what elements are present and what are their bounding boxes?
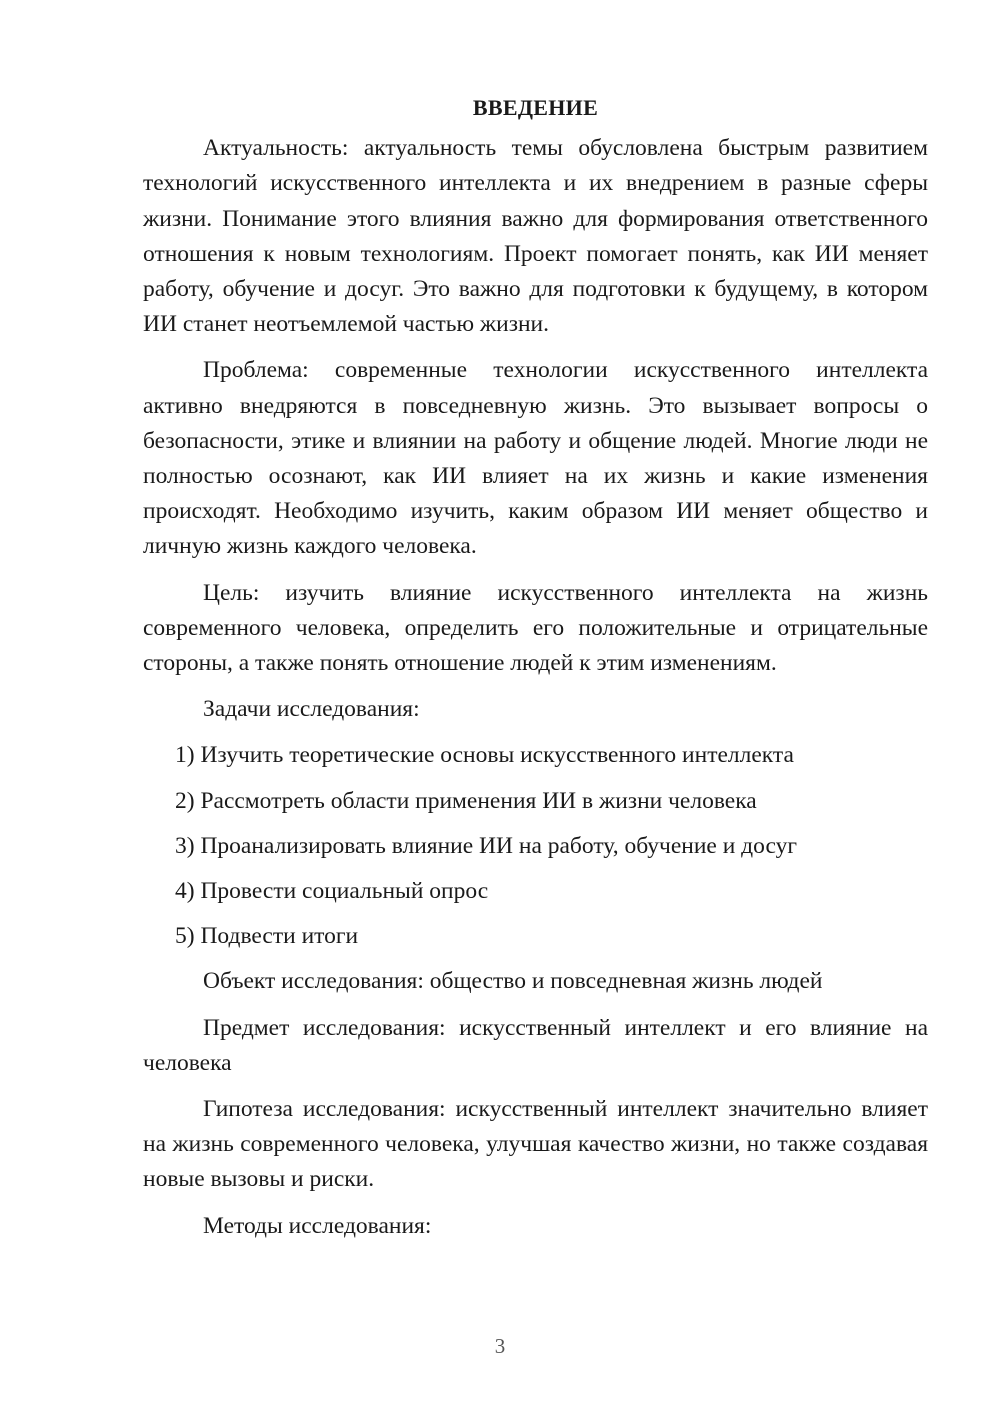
paragraph-goal: Цель: изучить влияние искусственного интеллекта на жизнь современного человека, определить его положительные и отрицательные стороны, а также понять отношение людей к этим изменениям. <box>143 579 928 677</box>
section-title: ВВЕДЕНИЕ <box>472 95 599 120</box>
paragraph-subject: Предмет исследования: искусственный интеллект и его влияние на человека <box>143 1014 928 1076</box>
paragraph-object: Объект исследования: общество и повседневная жизнь людей <box>203 968 823 995</box>
list-item: 4) Провести социальный опрос <box>175 878 489 905</box>
page-content <box>143 90 928 1255</box>
tasks-heading: Задачи исследования: <box>203 696 420 723</box>
list-item: 5) Подвести итоги <box>175 923 359 950</box>
paragraph-methods: Методы исследования: <box>203 1212 432 1239</box>
list-item: 3) Проанализировать влияние ИИ на работу, обучение и досуг <box>175 832 797 859</box>
paragraph-relevance: Актуальность: актуальность темы обусловлена быстрым развитием технологий искусственного интеллекта и их внедрением в разные сферы жизни. Понимание этого влияния важно для формирования ответственного отношения к новым технологиям. Проект помогает понять, как ИИ меняет работу, обучение и досуг. Это важно для подготовки к будущему, в котором ИИ станет неотъемлемой частью жизни. <box>143 135 928 338</box>
paragraph-hypothesis: Гипотеза исследования: искусственный интеллект значительно влияет на жизнь современного человека, улучшая качество жизни, но также создавая новые вызовы и риски. <box>143 1096 928 1193</box>
list-item: 2) Рассмотреть области применения ИИ в жизни человека <box>175 787 757 814</box>
tasks-list <box>143 738 928 954</box>
paragraph-problem: Проблема: современные технологии искусственного интеллекта активно внедряются в повседневную жизнь. Это вызывает вопросы о безопасности, этике и влиянии на работу и общение людей. Многие люди не полностью осознают, как ИИ влияет на их жизнь и какие изменения происходят. Необходимо изучить, каким образом ИИ меняет общество и личную жизнь каждого человека. <box>143 357 928 560</box>
page-number: 3 <box>494 1334 506 1358</box>
list-item: 1) Изучить теоретические основы искусственного интеллекта <box>175 742 794 769</box>
